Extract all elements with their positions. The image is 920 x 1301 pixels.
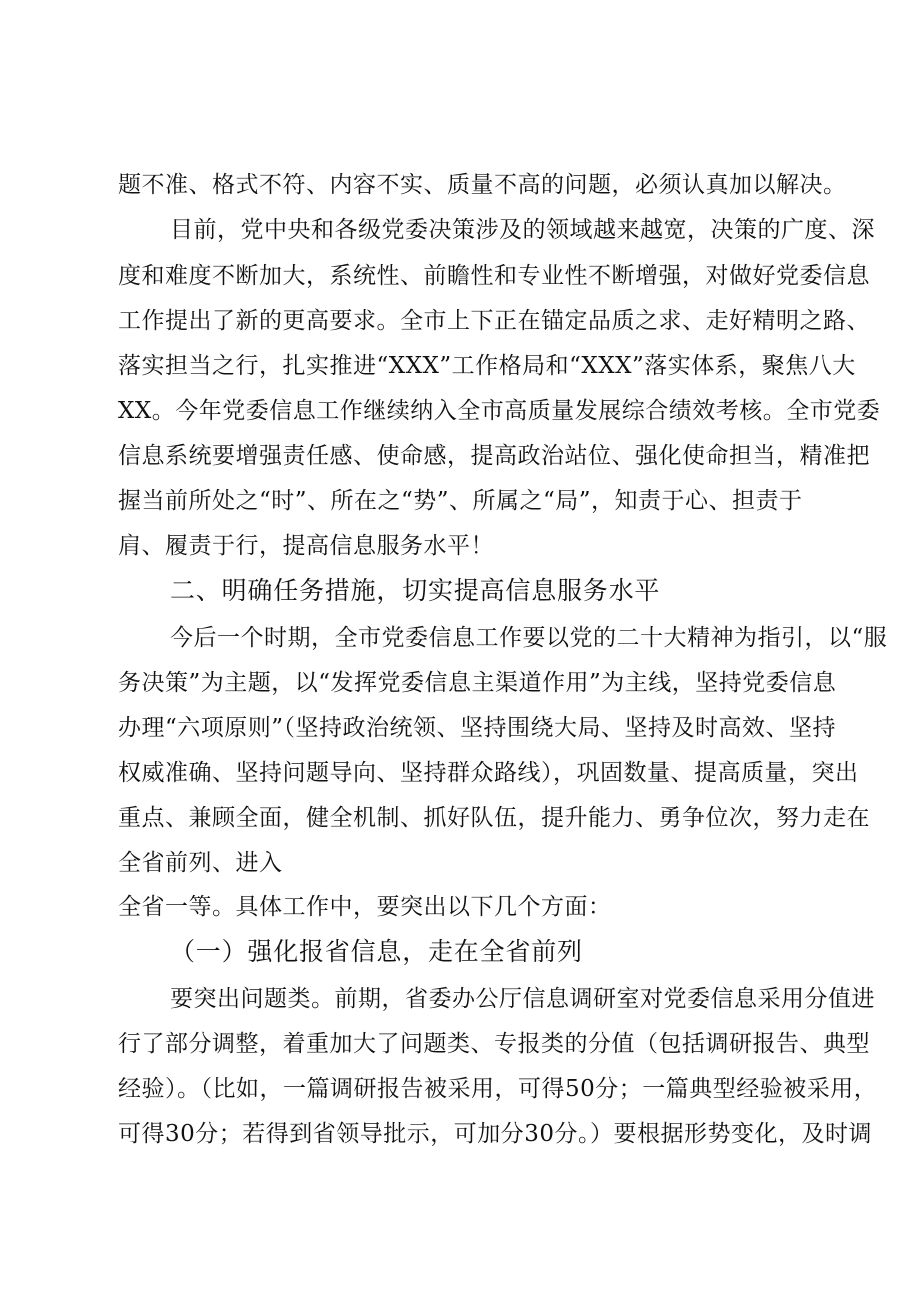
paragraph-line: 重点、兼顾全面，健全机制、抓好队伍，提升能力、勇争位次，努力走在 [118,805,870,831]
paragraph-line: 肩、履责于行，提高信息服务水平！ [118,533,494,559]
paragraph-line: 全省前列、进入 [118,850,283,876]
section-heading: 二、明确任务措施，切实提高信息服务水平 [170,576,661,605]
paragraph-line: 今后一个时期，全市党委信息工作要以党的二十大精神为指引，以“服 [170,625,888,651]
paragraph-line: 握当前所处之“时”、所在之“势”、所属之“局”，知责于心、担责于 [118,488,803,514]
paragraph-line: 目前，党中央和各级党委决策涉及的领域越来越宽，决策的广度、深 [170,217,875,243]
paragraph-line: 工作提出了新的更高要求。全市上下正在锚定品质之求、走好精明之路、 [118,308,870,334]
paragraph-line: 落实担当之行，扎实推进“XXX”工作格局和“XXX”落实体系，聚焦八大 [118,353,856,379]
paragraph-line: 权威准确、坚持问题导向、坚持群众路线），巩固数量、提高质量，突出 [118,760,859,786]
subsection-heading: （一）强化报省信息，走在全省前列 [170,937,583,966]
paragraph-line: 信息系统要增强责任感、使命感，提高政治站位、强化使命担当，精准把 [118,443,870,469]
paragraph-line: 务决策”为主题，以“发挥党委信息主渠道作用”为主线，坚持党委信息 [118,670,837,696]
paragraph-line: XX。今年党委信息工作继续纳入全市高质量发展综合绩效考核。全市党委 [118,398,881,424]
paragraph-line: 办理“六项原则”（坚持政治统领、坚持围绕大局、坚持及时高效、坚持 [118,715,837,741]
paragraph-line: 要突出问题类。前期，省委办公厅信息调研室对党委信息采用分值进 [170,986,875,1012]
paragraph-line: 度和难度不断加大，系统性、前瞻性和专业性不断增强，对做好党委信息 [118,263,870,289]
paragraph-line: 经验）。（比如，一篇调研报告被采用，可得50分；一篇典型经验被采用， [118,1076,878,1102]
paragraph-line: 可得30分；若得到省领导批示，可加分30分。）要根据形势变化，及时调 [118,1121,873,1147]
paragraph-line: 全省一等。具体工作中，要突出以下几个方面： [118,894,612,920]
paragraph-line: 题不准、格式不符、内容不实、质量不高的问题，必须认真加以解决。 [118,172,847,198]
paragraph-line: 行了部分调整，着重加大了问题类、专报类的分值（包括调研报告、典型 [118,1031,870,1057]
